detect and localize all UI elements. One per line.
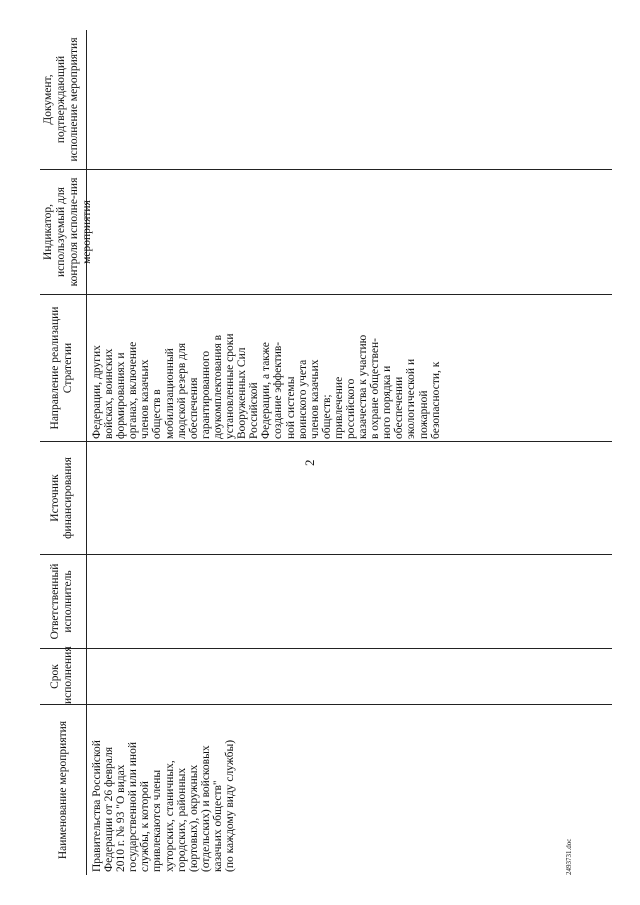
header-bottom-line — [86, 30, 87, 875]
header-term: Срок исполнения — [49, 646, 74, 704]
column-divider — [40, 441, 612, 442]
column-divider — [40, 294, 612, 295]
column-divider — [40, 648, 612, 649]
header-direction: Направление реализации Стратегии — [49, 306, 74, 430]
column-divider — [40, 169, 612, 170]
measures-table — [40, 30, 612, 875]
header-executor: Ответственный исполнитель — [49, 563, 74, 640]
page-number: 2 — [302, 459, 317, 466]
cell-strategy-direction: Федерации, других войсках, воинских формированиях и органах, включение членов казачьих обществ в мобилизационный людской резерв для обеспечения гарантированного доукомплектования в установленные сроки Вооруженных Сил Российской Федерации, а также создание эффектив- ной системы воинского учета членов казачьих обществ; привлечение российского казачества к участию в охране обществен- ного порядка и обеспечении экологической и пожарной безопасности, к — [91, 333, 442, 439]
rotated-page — [40, 30, 612, 875]
header-funding: Источник финансирования — [49, 457, 74, 539]
column-divider — [40, 704, 612, 705]
column-divider — [40, 554, 612, 555]
header-document: Документ, подтверждающий исполнение мероприятия — [42, 37, 80, 162]
cell-measure-name: Правительства Российской Федерации от 26 февраля 2010 г. № 93 "О видах государственной или иной службы, к которой привлекаются члены хуторских, станичных, городских, районных (юртовых), окружных (отдельских) и войсковых казачьих обществ" (по каждому виду службы) — [91, 739, 237, 872]
footer-file-code: 2493731.doc — [565, 838, 573, 875]
header-name: Наименование мероприятия — [57, 720, 69, 860]
header-indicator: Индикатор, используемый для контроля исполне-ния мероприятия — [42, 177, 93, 287]
